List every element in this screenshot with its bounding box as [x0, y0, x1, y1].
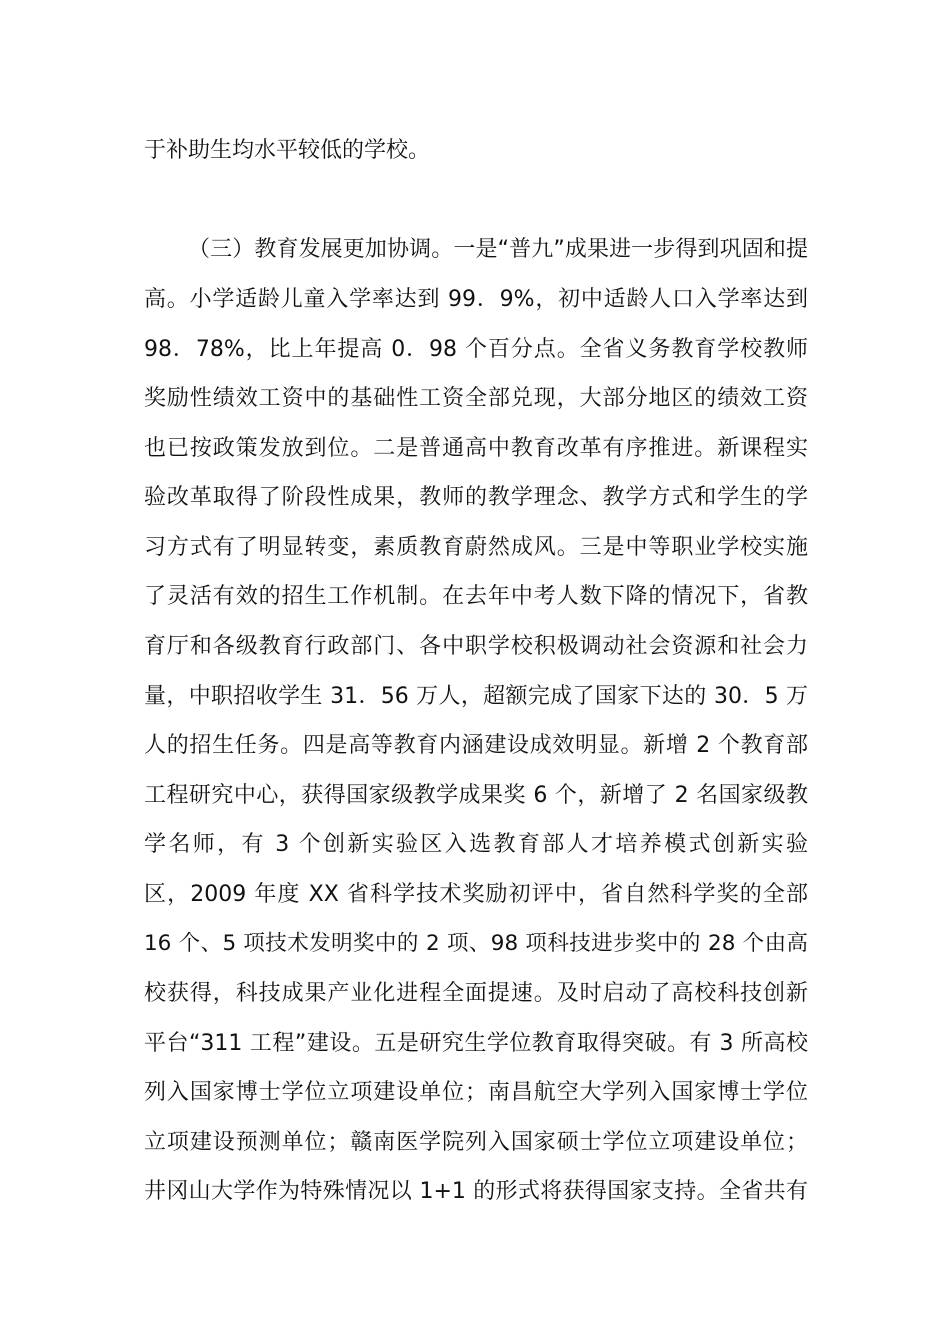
paragraph-line: 16 个、5 项技术发明奖中的 2 项、98 项科技进步奖中的 28 个由高 [144, 931, 808, 956]
paragraph-line: 量，中职招收学生 31．56 万人，超额完成了国家下达的 30．5 万 [144, 684, 808, 709]
paragraph-line: 立项建设预测单位；赣南医学院列入国家硕士学位立项建设单位； [144, 1130, 808, 1155]
paragraph-line: 于补助生均水平较低的学校。 [144, 138, 431, 163]
paragraph-line: 习方式有了明显转变，素质教育蔚然成风。三是中等职业学校实施 [144, 535, 808, 560]
paragraph-line: 井冈山大学作为特殊情况以 1+1 的形式将获得国家支持。全省共有 [144, 1179, 808, 1204]
paragraph-line: 验改革取得了阶段性成果，教师的教学理念、教学方式和学生的学 [144, 485, 808, 510]
paragraph-line: 学名师，有 3 个创新实验区入选教育部人才培养模式创新实验 [144, 832, 808, 857]
paragraph-line: 平台“311 工程”建设。五是研究生学位教育取得突破。有 3 所高校 [144, 1031, 808, 1056]
paragraph-line: 区，2009 年度 XX 省科学技术奖励初评中，省自然科学奖的全部 [144, 882, 808, 907]
paragraph-line: 奖励性绩效工资中的基础性工资全部兑现，大部分地区的绩效工资 [144, 386, 808, 411]
paragraph-line: 高。小学适龄儿童入学率达到 99．9%，初中适龄人口入学率达到 [144, 287, 808, 312]
paragraph-line: 了灵活有效的招生工作机制。在去年中考人数下降的情况下，省教 [144, 584, 808, 609]
paragraph-line: 人的招生任务。四是高等教育内涵建设成效明显。新增 2 个教育部 [144, 733, 808, 758]
paragraph-line: 校获得，科技成果产业化进程全面提速。及时启动了高校科技创新 [144, 981, 808, 1006]
paragraph-line: 也已按政策发放到位。二是普通高中教育改革有序推进。新课程实 [144, 436, 808, 461]
paragraph-line: 列入国家博士学位立项建设单位；南昌航空大学列入国家博士学位 [144, 1080, 808, 1105]
paragraph-line: 育厅和各级教育行政部门、各中职学校积极调动社会资源和社会力 [144, 634, 808, 659]
paragraph-line: 98．78%，比上年提高 0．98 个百分点。全省义务教育学校教师 [144, 337, 808, 362]
paragraph-line: （三）教育发展更加协调。一是“普九”成果进一步得到巩固和提 [188, 237, 808, 262]
paragraph-line: 工程研究中心，获得国家级教学成果奖 6 个，新增了 2 名国家级教 [144, 783, 808, 808]
